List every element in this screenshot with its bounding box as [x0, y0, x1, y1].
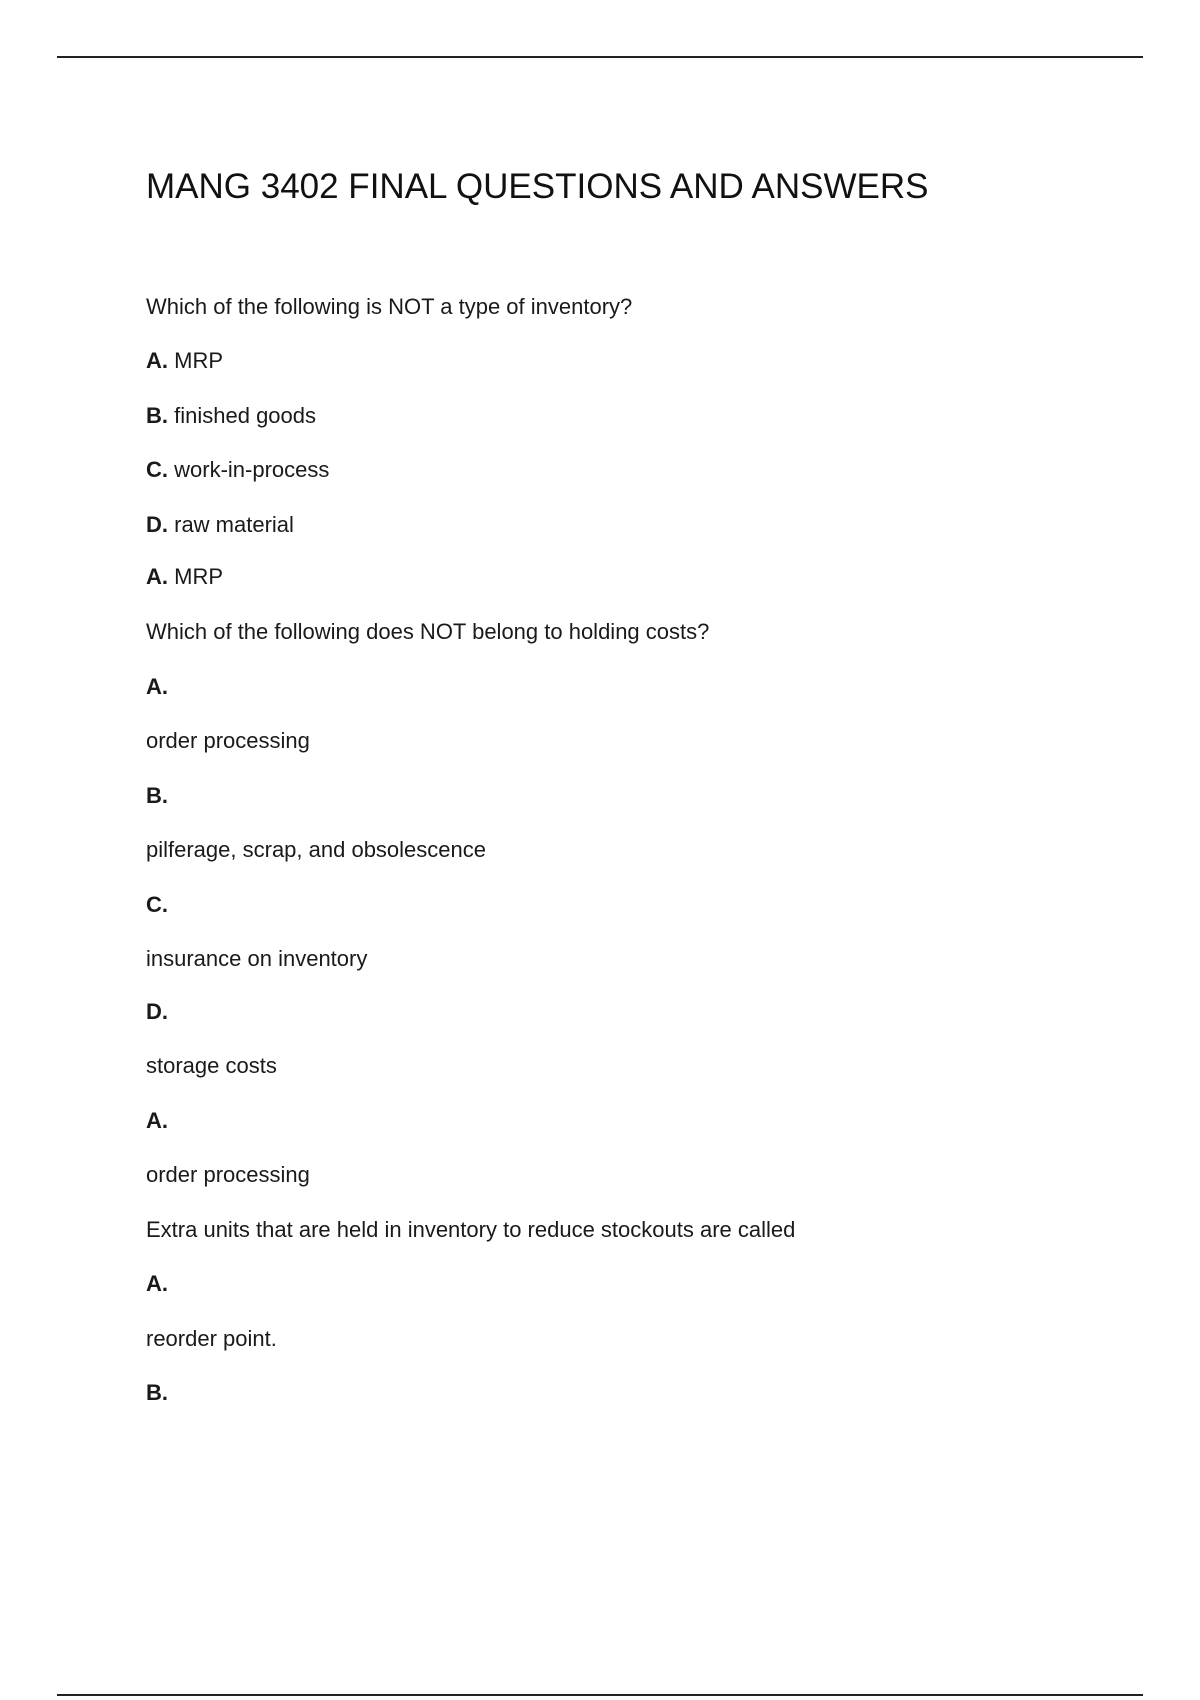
question-2-option-d-letter: D. [146, 999, 168, 1024]
answer-letter: A. [146, 564, 168, 589]
option-text: raw material [174, 512, 294, 537]
page-title: MANG 3402 FINAL QUESTIONS AND ANSWERS [146, 167, 929, 206]
bottom-rule [57, 1694, 1143, 1696]
question-2-option-b-text: pilferage, scrap, and obsolescence [146, 837, 486, 862]
question-2-option-a-letter: A. [146, 674, 168, 699]
question-2-option-a-text: order processing [146, 728, 310, 753]
option-text: work-in-process [174, 457, 330, 482]
question-2-option-c-letter: C. [146, 892, 168, 917]
option-letter: D. [146, 512, 168, 537]
option-letter: B. [146, 403, 168, 428]
question-2-option-c-text: insurance on inventory [146, 946, 368, 971]
option-text: finished goods [174, 403, 317, 428]
question-1-option-c [146, 456, 329, 484]
question-2-option-d-text: storage costs [146, 1053, 277, 1078]
question-3-option-a-letter: A. [146, 1271, 168, 1296]
question-2-text: Which of the following does NOT belong to holding costs? [146, 619, 710, 644]
question-1-option-a [146, 347, 223, 375]
question-3-text: Extra units that are held in inventory to reduce stockouts are called [146, 1217, 796, 1242]
question-3-option-a-text: reorder point. [146, 1326, 277, 1351]
question-1-text: Which of the following is NOT a type of inventory? [146, 294, 633, 319]
question-2-answer-text: order processing [146, 1162, 310, 1187]
answer-text: MRP [174, 564, 224, 589]
option-letter: A. [146, 348, 168, 373]
option-text: MRP [174, 348, 224, 373]
question-1-option-b [146, 402, 316, 430]
option-letter: C. [146, 457, 168, 482]
question-1-answer [146, 563, 223, 591]
question-1-option-d [146, 511, 294, 539]
question-2-option-b-letter: B. [146, 783, 168, 808]
question-2-answer-letter: A. [146, 1108, 168, 1133]
question-3-option-b-letter: B. [146, 1380, 168, 1405]
top-rule [57, 56, 1143, 58]
